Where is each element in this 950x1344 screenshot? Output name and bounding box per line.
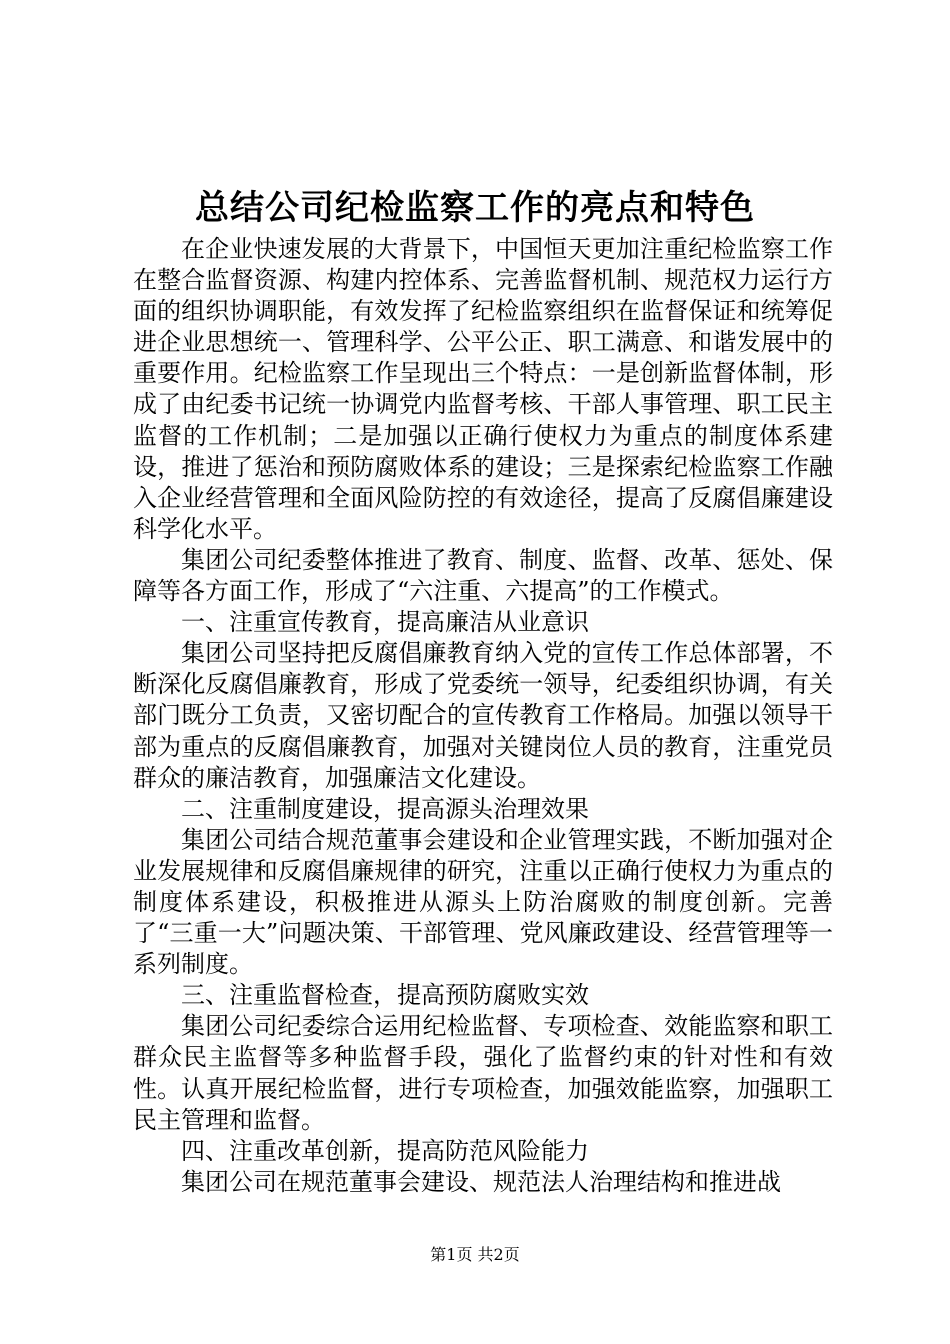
section-heading-1: 一、注重宣传教育，提高廉洁从业意识 [181,608,589,637]
paragraph-intro: 在企业快速发展的大背景下，中国恒天更加注重纪检监察工作在整合监督资源、构建内控体系、完善监督机制、规范权力运行方面的组织协调职能，有效发挥了纪检监察组织在监督保证和统筹促进企业思想统一、管理科学、公平公正、职工满意、和谐发展中的重要作用。纪检监察工作呈现出三个特点：一是创新监督体制，形成了由纪委书记统一协调党内监督考核、干部人事管理、职工民主监督的工作机制；二是加强以正确行使权力为重点的制度体系建设，推进了惩治和预防腐败体系的建设；三是探索纪检监察工作融入企业经营管理和全面风险防控的有效途径，提高了反腐倡廉建设科学化水平。 [133,235,833,543]
section-heading-3: 三、注重监督检查，提高预防腐败实效 [181,981,589,1010]
document-title: 总结公司纪检监察工作的亮点和特色 [195,188,755,228]
paragraph-section-4: 集团公司在规范董事会建设、规范法人治理结构和推进战 [181,1167,781,1196]
paragraph-summary: 集团公司纪委整体推进了教育、制度、监督、改革、惩处、保障等各方面工作，形成了“六注重、六提高”的工作模式。 [133,545,833,606]
paragraph-section-3: 集团公司纪委综合运用纪检监督、专项检查、效能监察和职工群众民主监督等多种监督手段，强化了监督约束的针对性和有效性。认真开展纪检监督，进行专项检查，加强效能监察，加强职工民主管理和监督。 [133,1012,833,1134]
section-heading-2: 二、注重制度建设，提高源头治理效果 [181,794,589,823]
paragraph-section-1: 集团公司坚持把反腐倡廉教育纳入党的宣传工作总体部署，不断深化反腐倡廉教育，形成了党委统一领导，纪委组织协调，有关部门既分工负责，又密切配合的宣传教育工作格局。加强以领导干部为重点的反腐倡廉教育，加强对关键岗位人员的教育，注重党员群众的廉洁教育，加强廉洁文化建设。 [133,639,833,792]
section-heading-4: 四、注重改革创新，提高防范风险能力 [181,1136,589,1165]
paragraph-section-2: 集团公司结合规范董事会建设和企业管理实践，不断加强对企业发展规律和反腐倡廉规律的研究，注重以正确行使权力为重点的制度体系建设，积极推进从源头上防治腐败的制度创新。完善了“三重一大”问题决策、干部管理、党风廉政建设、经营管理等一系列制度。 [133,825,833,979]
document-body [133,234,833,1198]
page-footer: 第1页 共2页 [430,1245,520,1264]
